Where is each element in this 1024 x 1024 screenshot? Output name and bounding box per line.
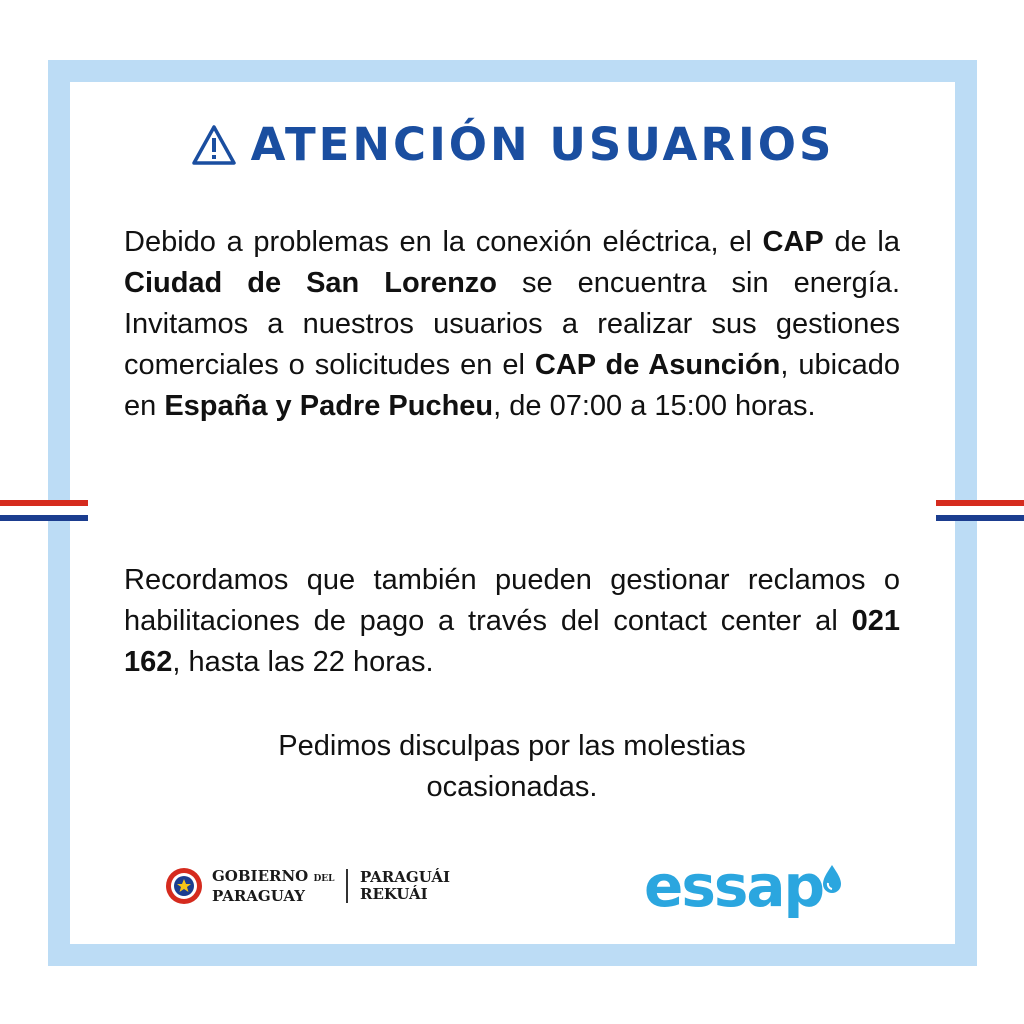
highlight-phone: 021 162 <box>124 605 900 678</box>
government-logo <box>164 866 450 906</box>
highlight-cap-asuncion: CAP de Asunción <box>534 349 781 381</box>
flag-stripe-left <box>0 500 88 521</box>
flag-stripe-right <box>936 500 1024 521</box>
warning-icon <box>191 124 237 166</box>
highlight-address: España y Padre Pucheu <box>164 390 494 422</box>
highlight-city: Ciudad de San Lorenzo <box>124 267 497 299</box>
government-name: GOBIERNO DEL PARAGUAY <box>212 866 335 905</box>
notice-paragraph: Debido a problemas en la conexión eléctrica, el CAP de la Ciudad de San Lorenzo se encuentra sin energía. Invitamos a nuestros usuarios a realizar sus gestiones comerciales o solicitudes en el CAP de Asunción, ubicado en España y Padre Pucheu, de 07:00 a 15:00 horas. <box>124 226 901 422</box>
page-title <box>70 118 955 171</box>
apology-paragraph: Pedimos disculpas por las molestias ocasionadas. <box>278 730 746 803</box>
seal-icon <box>164 866 204 906</box>
title-text: ATENCIÓN USUARIOS <box>250 118 835 171</box>
drop-icon <box>821 864 843 894</box>
logo-divider <box>346 869 348 903</box>
government-motto: PARAGUÁI REKUÁI <box>359 868 450 903</box>
highlight-cap: CAP <box>762 226 824 258</box>
essap-logo: essap <box>644 852 843 920</box>
contact-paragraph: Recordamos que también pueden gestionar reclamos o habilitaciones de pago a través del contact center al 021 162, hasta las 22 horas. <box>124 564 900 678</box>
content-panel <box>70 82 955 944</box>
